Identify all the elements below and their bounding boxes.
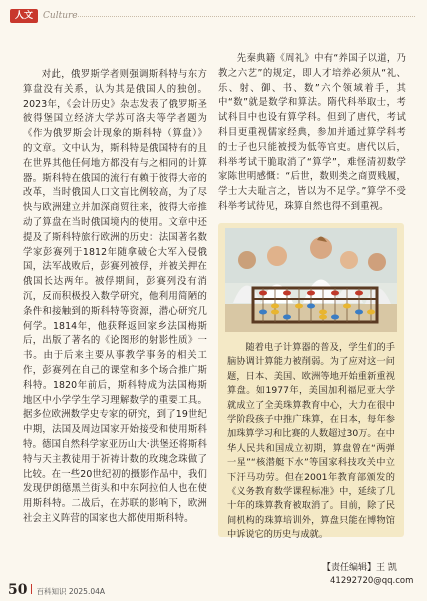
footer-divider [31,584,32,594]
illustration-caption [227,341,395,541]
caption-paragraph: 随着电子计算器的普及，学生们的手脑协调计算能力被削弱。为了应对这一问题，日本、美国、欧洲等地开始重新重视算盘。如1977年，美国加利福尼亚大学就成立了全美珠算教育中心，大力在很中学阶段孩子中推广珠算，在日本，每年参加珠算学习和比赛的人数超过30万。在中华人民共和国成立初期，算盘曾在“两弹一星”“核潜艇下水”等国家科技攻关中立下汗马功劳。但在2001年教育部颁发的《义务教育数学课程标准》中，延续了几十年的珠算教育被取消了。目前，除了民间机构的珠算培训外，算盘只能在博物馆中诉说它的历史与成就。 [227,342,395,541]
article-paragraph: 对此，俄罗斯学者则强调斯科特与东方算盘没有关系，认为其是俄国人的独创。2023年，《会计历史》杂志发表了俄罗斯圣彼得堡国立经济大学苏可洛夫等学者题为《作为俄罗斯会计现象的斯科特（算盘）》的文章。文中认为，斯科特是俄国特有的且在世界其他任何地方都没有与之相同的计算器。斯科特在俄国的流行有赖于彼得大帝的改革，当时俄国人口文盲比例较高，为了尽快与欧洲建立并加深商贸往来，彼得大帝推动了算盘在当时俄国境内的使用。文章中还提及了斯科特旅行欧洲的历史：法国著名数学家彭赛列于1812年随拿破仑大军入侵俄国，法军战败后，彭赛列被俘，并被关押在俄国长达两年。被俘期间，彭赛列没有消沉，反而积极投入数学研究，他利用简陋的条件和接触到的斯科特等资源，潜心研究几何学。1814年，他获释返回家乡法国梅斯后，出版了著名的《论图形的射影性质》一书。由于后来主要从事教学事务的相关工作，彭赛列在自己的课堂和多个场合推广斯科特。1820年前后，斯科特成为法国梅斯地区中小学学生学习理解数学的重要工具。据多位欧洲数学史专家的研究，到了19世纪中期，法国及周边国家开始接受和使用斯科特。德国自然科学家亚历山大·洪堡还将斯科特与天主教徒用于祈祷计数的玫瑰念珠做了比较。在一些20世纪初的摄影作品中，我们发现伊朗德黑兰街头和中东阿拉伯人也在使用斯科特。二战后，在苏联的影响下，欧洲社会主义阵营的国家也大都使用斯科特。 [23,69,207,524]
journal-issue: 百科知识 2025.04A [36,587,106,596]
editor-email: 41292720@qq.com [330,576,414,586]
article-right-column [218,52,406,215]
classroom-abacus-photo [225,228,397,332]
article-left-column [23,68,207,560]
page-footer [8,582,105,598]
editor-credit: 【责任编辑】王 凯 [322,563,397,573]
section-tag: 人文 [10,9,38,23]
illustration-box [218,223,404,541]
article-paragraph: 先秦典籍《周礼》中有“养国子以道，乃教之六艺”的规定，即人才培养必须从“礼、乐、射、御、书、数”六个领域着手，其中“数”就是数学和算法。隋代科举取士，考试科目中也设有算学科。但到了唐代，考试科目更重视儒家经典，参加并通过算学科考的士子也只能被授为低等官吏。唐代以后，科举考试干脆取消了“算学”，难怪清初数学家陈世明感慨：“后世，数则类之商贾贱履，学士大夫耻言之，皆以为不足学。”算学不受科举考试待见，珠算自然也得不到重视。 [218,53,406,212]
header-divider [76,16,415,17]
section-english-label: Culture [43,11,78,21]
section-header [10,8,78,24]
page-number: 50 [8,582,28,598]
